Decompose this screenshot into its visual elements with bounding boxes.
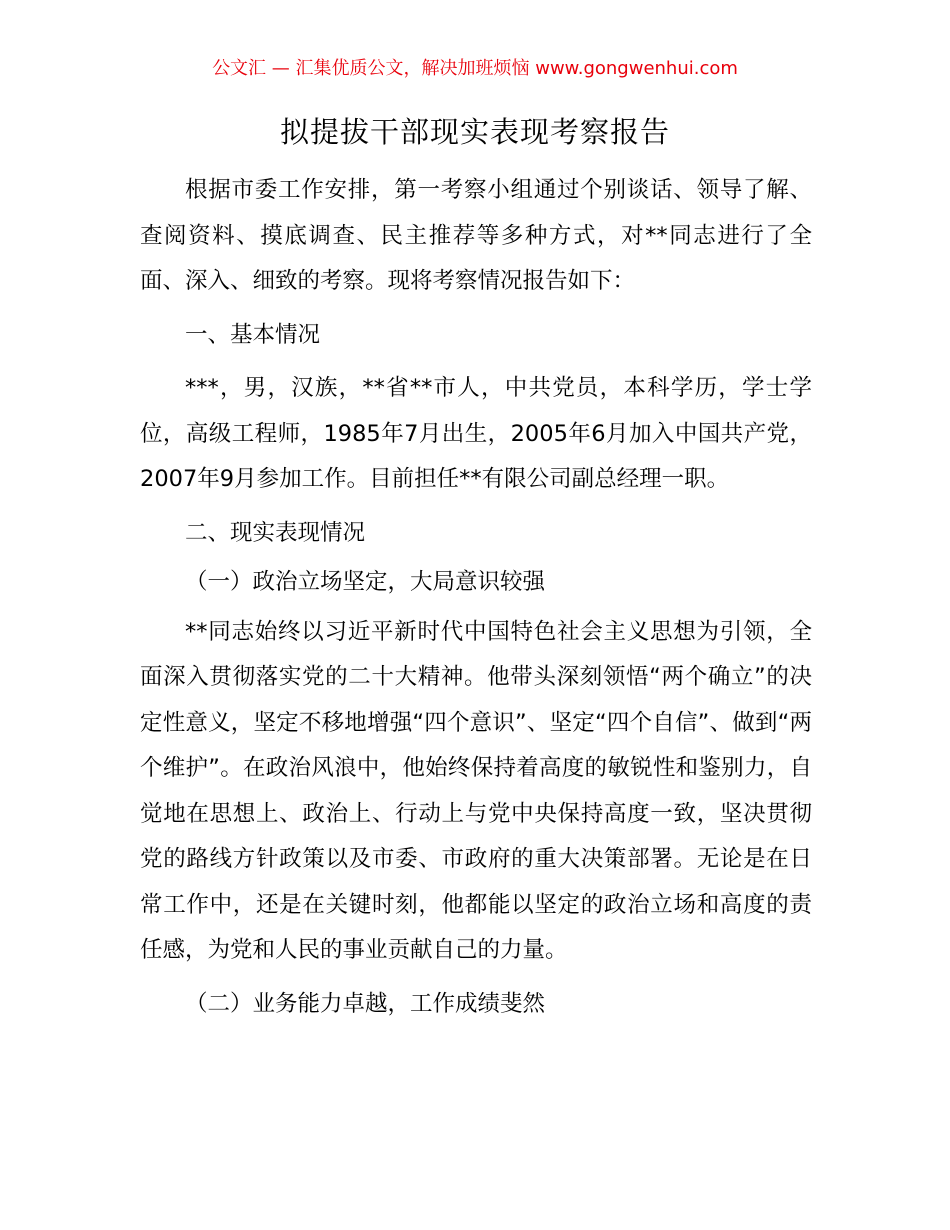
document-body [140,168,812,1027]
basic-info-paragraph: ***，男，汉族，**省**市人，中共党员，本科学历，学士学位，高级工程师，1985年7月出生，2005年6月加入中国共产党，2007年9月参加工作。目前担任**有限公司副总经理一职。 [140,375,812,492]
section-heading-basic-info: 一、基本情况 [185,321,321,348]
section-heading-performance: 二、现实表现情况 [185,519,366,546]
subsection-heading-business-ability: （二）业务能力卓越，工作成绩斐然 [185,990,546,1017]
intro-paragraph: 根据市委工作安排，第一考察小组通过个别谈话、领导了解、查阅资料、摸底调查、民主推荐等多种方式，对**同志进行了全面、深入、细致的考察。现将考察情况报告如下： [140,177,812,294]
political-stance-paragraph: **同志始终以习近平新时代中国特色社会主义思想为引领，全面深入贯彻落实党的二十大精神。他带头深刻领悟“两个确立”的决定性意义，坚定不移地增强“四个意识”、坚定“四个自信”、做到“两个维护”。在政治风浪中，他始终保持着高度的敏锐性和鉴别力，自觉地在思想上、政治上、行动上与党中央保持高度一致，坚决贯彻党的路线方针政策以及市委、市政府的重大决策部署。无论是在日常工作中，还是在关键时刻，他都能以坚定的政治立场和高度的责任感，为党和人民的事业贡献自己的力量。 [140,618,812,963]
subsection-heading-political-stance: （一）政治立场坚定，大局意识较强 [185,569,546,595]
site-header-banner: 公文汇 — 汇集优质公文，解决加班烦恼 www.gongwenhui.com [212,58,738,79]
document-title: 拟提拔干部现实表现考察报告 [279,115,670,149]
